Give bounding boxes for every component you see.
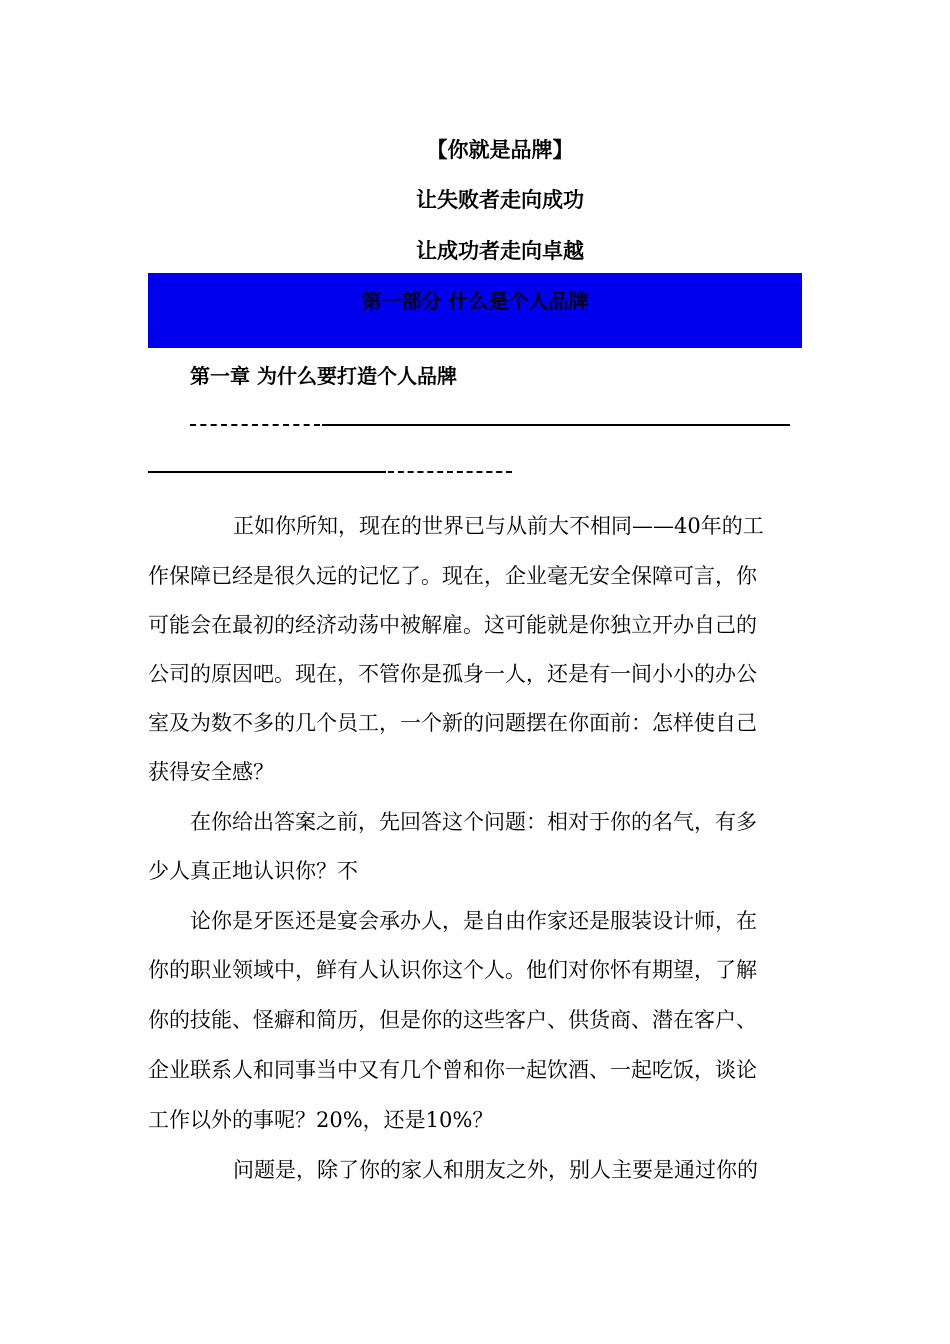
chapter-title: 第一章 为什么要打造个人品牌	[190, 364, 457, 388]
paragraph-1-line-4: 公司的原因吧。现在，不管你是孤身一人，还是有一间小小的办公	[148, 662, 757, 686]
paragraph-1-line-6: 获得安全感？	[148, 760, 274, 784]
paragraph-3-line-5: 工作以外的事呢？20%，还是10%？	[148, 1108, 494, 1132]
paragraph-1-line-1: 正如你所知，现在的世界已与从前大不相同——40年的工	[233, 514, 764, 538]
divider-solid-2a	[148, 471, 386, 473]
divider-dashed-2b	[388, 471, 512, 473]
paragraph-4-line-1: 问题是，除了你的家人和朋友之外，别人主要是通过你的	[233, 1158, 758, 1182]
paragraph-1-line-2: 作保障已经是很久远的记忆了。现在，企业毫无安全保障可言，你	[148, 564, 757, 588]
paragraph-2-line-2: 少人真正地认识你？不	[148, 859, 358, 883]
paragraph-3-line-4: 企业联系人和同事当中又有几个曾和你一起饮酒、一起吃饭，谈论	[148, 1058, 757, 1082]
paragraph-3-line-1: 论你是牙医还是宴会承办人，是自由作家还是服装设计师，在	[190, 909, 757, 933]
subtitle-line-1: 让失败者走向成功	[416, 188, 584, 212]
paragraph-1-line-3: 可能会在最初的经济动荡中被解雇。这可能就是你独立开办自己的	[148, 613, 757, 637]
subtitle-line-2: 让成功者走向卓越	[416, 239, 584, 263]
part-banner	[148, 273, 802, 348]
divider-dashed-1a	[190, 424, 320, 426]
paragraph-1-line-5: 室及为数不多的几个员工，一个新的问题摆在你面前：怎样使自己	[148, 711, 757, 735]
paragraph-2-line-1: 在你给出答案之前，先回答这个问题：相对于你的名气，有多	[190, 810, 757, 834]
part-title: 第一部分 什么是个人品牌	[361, 289, 589, 313]
divider-solid-1b	[322, 424, 790, 426]
book-title: 【你就是品牌】	[426, 138, 574, 162]
paragraph-3-line-3: 你的技能、怪癖和简历，但是你的这些客户、供货商、潜在客户、	[148, 1008, 757, 1032]
paragraph-3-line-2: 你的职业领域中，鲜有人认识你这个人。他们对你怀有期望，了解	[148, 958, 757, 982]
